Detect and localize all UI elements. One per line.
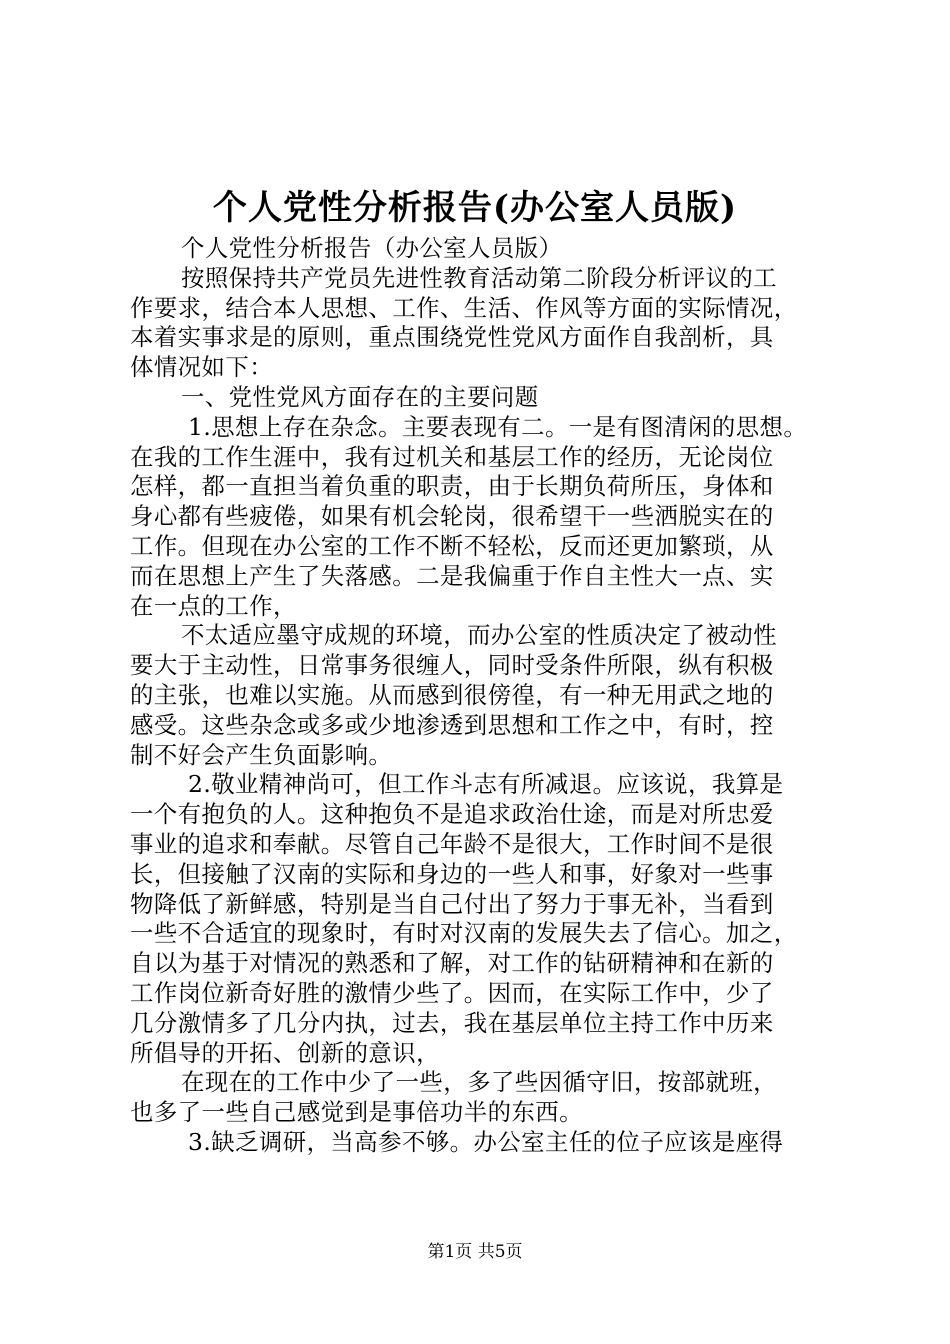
paragraph-line: 在现在的工作中少了一些，多了些因循守旧，按部就班，: [181, 1068, 778, 1097]
document-body: [130, 234, 842, 1158]
paragraph-line: 几分激情多了几分内执，过去，我在基层单位主持工作中历来: [130, 1008, 774, 1037]
section-heading: 一、党性党风方面存在的主要问题: [181, 382, 539, 411]
paragraph-line: 本着实事求是的原则，重点围绕党性党风方面作自我剖析，具: [130, 323, 774, 352]
page-number-footer: 第1页 共5页: [427, 1242, 523, 1262]
paragraph-line: 在我的工作生涯中，我有过机关和基层工作的经历，无论岗位: [130, 442, 774, 471]
paragraph-line: 体情况如下：: [130, 353, 274, 382]
paragraph-line: 感受。这些杂念或多或少地渗透到思想和工作之中，有时，控: [130, 710, 774, 739]
paragraph-line: 身心都有些疲倦，如果有机会轮岗，很希望干一些洒脱实在的: [130, 502, 774, 531]
paragraph-line: 一些不合适宜的现象时，有时对汉南的发展失去了信心。加之，: [130, 919, 798, 948]
paragraph-line: 3.缺乏调研，当高参不够。办公室主任的位子应该是座得: [188, 1127, 784, 1156]
paragraph-line: 不太适应墨守成规的环境，而办公室的性质决定了被动性: [181, 621, 778, 650]
paragraph-line: 按照保持共产党员先进性教育活动第二阶段分析评议的工: [181, 263, 778, 292]
paragraph-line: 工作。但现在办公室的工作不断不轻松，反而还更加繁琐，从: [130, 531, 774, 560]
paragraph-line: 事业的追求和奉献。尽管自己年龄不是很大，工作时间不是很: [130, 829, 774, 858]
paragraph-line: 也多了一些自己感觉到是事倍功半的东西。: [130, 1098, 583, 1127]
paragraph-line: 自以为基于对情况的熟悉和了解，对工作的钻研精神和在新的: [130, 949, 774, 978]
subtitle-line: 个人党性分析报告（办公室人员版）: [181, 234, 563, 262]
paragraph-line: 工作岗位新奇好胜的激情少些了。因而，在实际工作中，少了: [130, 978, 774, 1007]
paragraph-line: 而在思想上产生了失落感。二是我偏重于作自主性大一点、实: [130, 561, 774, 590]
paragraph-line: 1.思想上存在杂念。主要表现有二。一是有图清闲的思想。: [188, 412, 808, 441]
paragraph-line: 2.敬业精神尚可，但工作斗志有所减退。应该说，我算是: [188, 770, 784, 799]
document-title: 个人党性分析报告(办公室人员版): [212, 188, 738, 228]
paragraph-line: 所倡导的开拓、创新的意识，: [130, 1038, 440, 1067]
paragraph-line: 制不好会产生负面影响。: [130, 740, 393, 769]
paragraph-line: 作要求，结合本人思想、工作、生活、作风等方面的实际情况，: [130, 293, 798, 322]
paragraph-line: 的主张，也难以实施。从而感到很傍徨，有一种无用武之地的: [130, 680, 774, 709]
paragraph-line: 一个有抱负的人。这种抱负不是追求政治仕途，而是对所忠爱: [130, 800, 774, 829]
paragraph-line: 长，但接触了汉南的实际和身边的一些人和事，好象对一些事: [130, 859, 774, 888]
paragraph-line: 在一点的工作，: [130, 591, 297, 620]
paragraph-line: 怎样，都一直担当着负重的职责，由于长期负荷所压，身体和: [130, 472, 774, 501]
paragraph-line: 物降低了新鲜感，特别是当自己付出了努力于事无补，当看到: [130, 889, 774, 918]
paragraph-line: 要大于主动性，日常事务很缠人，同时受条件所限，纵有积极: [130, 651, 774, 680]
